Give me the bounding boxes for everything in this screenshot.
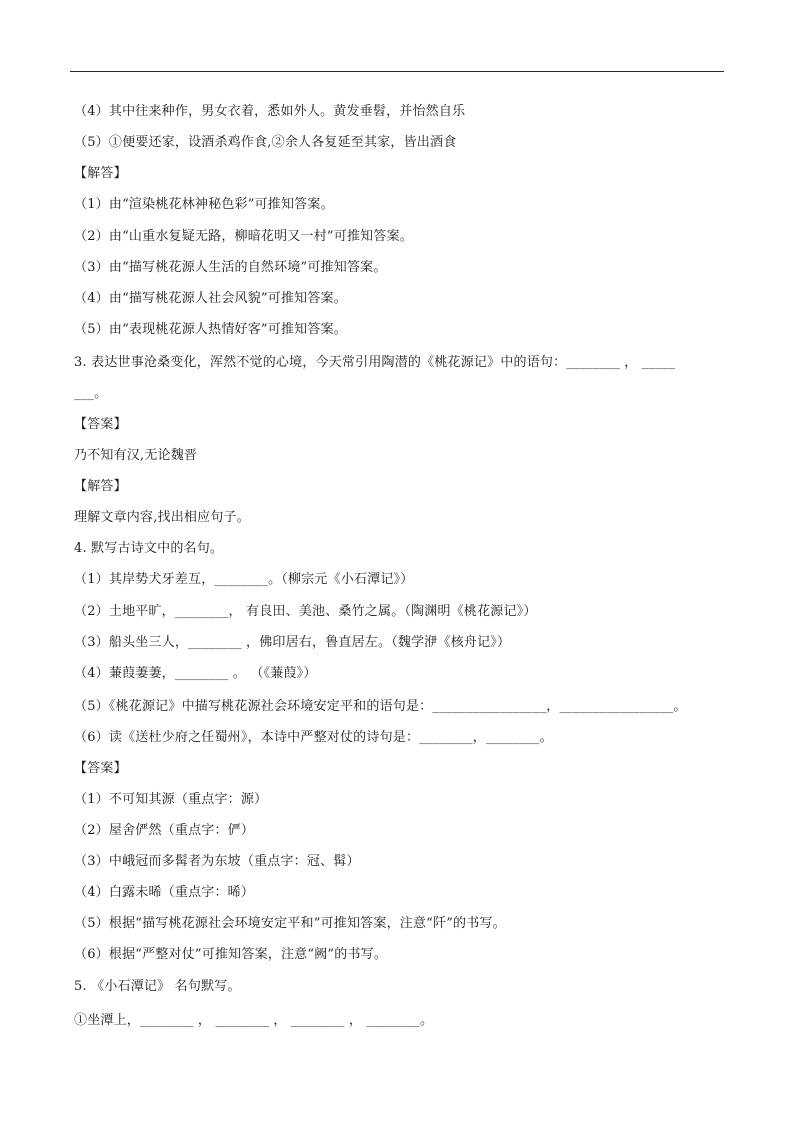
section-heading: 【解答】 [74, 479, 127, 494]
text-line: （1）不可知其源（重点字：源） [74, 792, 268, 807]
text-line: （5）①便要还家，设酒杀鸡作食,②余人各复延至其家，皆出酒食 [74, 135, 457, 150]
section-heading: 【答案】 [74, 417, 127, 432]
text-line: （5）根据“描写桃花源社会环境安定平和”可推知答案，注意“阡”的书写。 [74, 916, 506, 931]
question-5: 5. 《小石潭记》 名句默写。 [74, 979, 241, 994]
text-line: （6）根据“严整对仗”可推知答案，注意“阙”的书写。 [74, 947, 388, 962]
text-line: （2）土地平旷，________， 有良田、美池、桑竹之属。（陶渊明《桃花源记》） [74, 604, 537, 619]
text-line: （2）由“山重水复疑无路，柳暗花明又一村”可推知答案。 [74, 229, 413, 244]
text-line: ①坐潭上，________ ， ________ ， ________ ， ________。 [74, 1013, 434, 1028]
text-line: 理解文章内容,找出相应句子。 [74, 510, 250, 525]
text-line: （3）由“描写桃花源人生活的自然环境”可推知答案。 [74, 260, 387, 275]
text-line: （6）读《送杜少府之任蜀州》，本诗中严整对仗的诗句是：________，________。 [74, 730, 553, 745]
text-line: （4）白露未晞（重点字：晞） [74, 885, 255, 900]
header-rule [70, 71, 724, 72]
text-line: （1）其岸势犬牙差互，________。（柳宗元《小石潭记》） [74, 572, 414, 587]
text-line: （3）中峨冠而多髯者为东坡（重点字：冠、髯） [74, 854, 360, 869]
text-line: 乃不知有汉,无论魏晋 [74, 448, 198, 463]
text-line: （3）船头坐三人，________ ，佛印居右，鲁直居左。（魏学洢《核舟记》） [74, 635, 511, 650]
question-3: 3. 表达世事沧桑变化，浑然不觉的心境，今天常引用陶潜的《桃花源记》中的语句：________ ， _____ [74, 355, 676, 370]
section-heading: 【解答】 [74, 166, 127, 181]
text-line: （2）屋舍俨然（重点字：俨） [74, 823, 255, 838]
text-line: （4）蒹葭萋萋，________ 。 （《蒹葭》） [74, 666, 317, 681]
text-line: ___。 [74, 386, 108, 401]
question-4: 4. 默写古诗文中的名句。 [74, 541, 224, 556]
text-line: （4）由“描写桃花源人社会风貌”可推知答案。 [74, 291, 347, 306]
text-line: （1）由“渲染桃花林神秘色彩”可推知答案。 [74, 197, 334, 212]
text-line: （4）其中往来种作，男女衣着，悉如外人。黄发垂髫，并怡然自乐 [74, 104, 466, 119]
section-heading: 【答案】 [74, 761, 127, 776]
text-line: （5）由“表现桃花源人热情好客”可推知答案。 [74, 322, 347, 337]
text-line: （5）《桃花源记》中描写桃花源社会环境安定平和的语句是：_________________，_________________。 [74, 699, 687, 714]
